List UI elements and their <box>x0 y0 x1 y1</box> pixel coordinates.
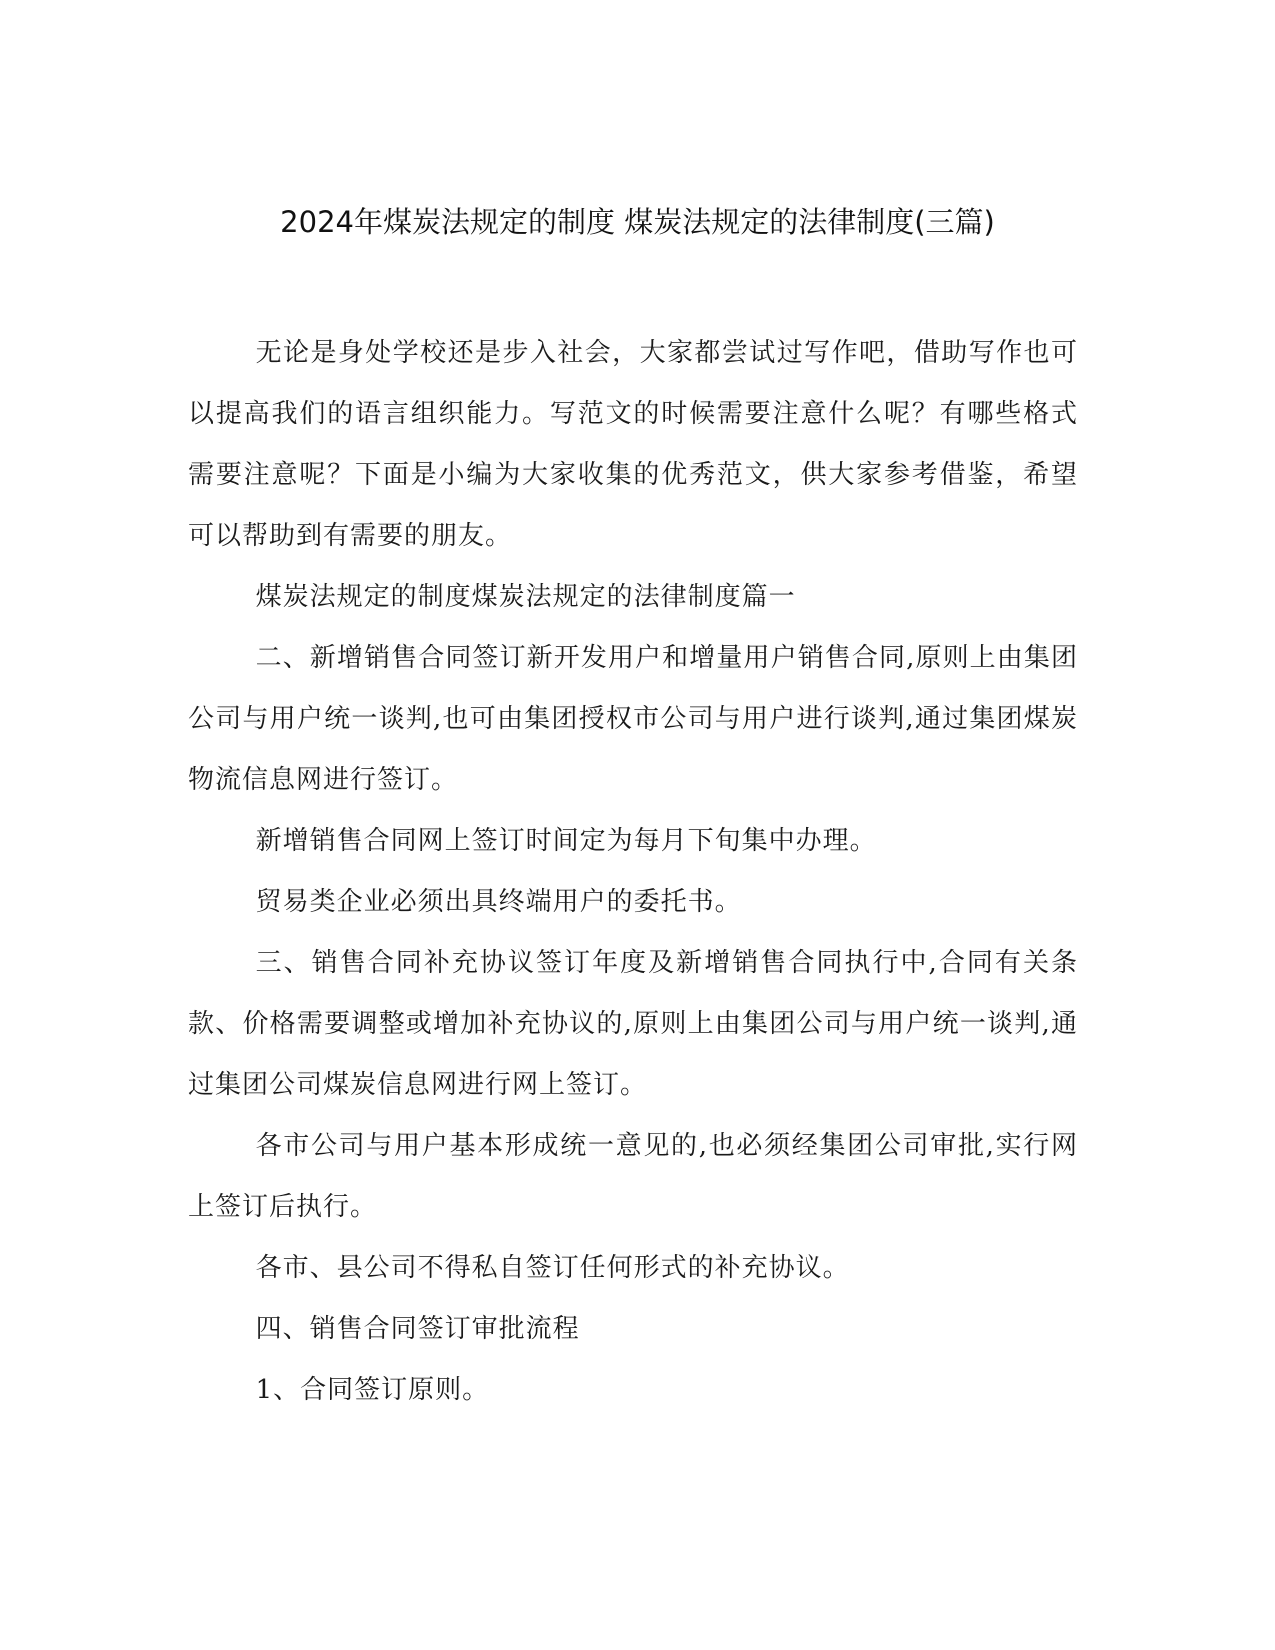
document-body <box>188 323 1078 1421</box>
paragraph-city-approval: 各市公司与用户基本形成统一意见的,也必须经集团公司审批,实行网上签订后执行。 <box>188 1131 1078 1222</box>
paragraph-new-contracts: 二、新增销售合同签订新开发用户和增量用户销售合同,原则上由集团公司与用户统一谈判,也可由集团授权市公司与用户进行谈判,通过集团煤炭物流信息网进行签订。 <box>188 643 1078 795</box>
paragraph-signing-time: 新增销售合同网上签订时间定为每月下旬集中办理。 <box>255 826 877 856</box>
paragraph-no-private-agreements: 各市、县公司不得私自签订任何形式的补充协议。 <box>255 1253 850 1283</box>
paragraph-supplementary-agreements: 三、销售合同补充协议签订年度及新增销售合同执行中,合同有关条款、价格需要调整或增加补充协议的,原则上由集团公司与用户统一谈判,通过集团公司煤炭信息网进行网上签订。 <box>188 948 1078 1100</box>
paragraph-approval-process-heading: 四、销售合同签订审批流程 <box>255 1314 580 1344</box>
intro-paragraph: 无论是身处学校还是步入社会，大家都尝试过写作吧，借助写作也可以提高我们的语言组织能力。写范文的时候需要注意什么呢？有哪些格式需要注意呢？下面是小编为大家收集的优秀范文，供大家参考借鉴，希望可以帮助到有需要的朋友。 <box>188 338 1078 551</box>
section-heading: 煤炭法规定的制度煤炭法规定的法律制度篇一 <box>255 582 796 612</box>
paragraph-signing-principle: 1、合同签订原则。 <box>255 1375 490 1405</box>
paragraph-trade-enterprises: 贸易类企业必须出具终端用户的委托书。 <box>255 887 742 917</box>
document-title: 2024年煤炭法规定的制度 煤炭法规定的法律制度(三篇) <box>280 205 995 239</box>
